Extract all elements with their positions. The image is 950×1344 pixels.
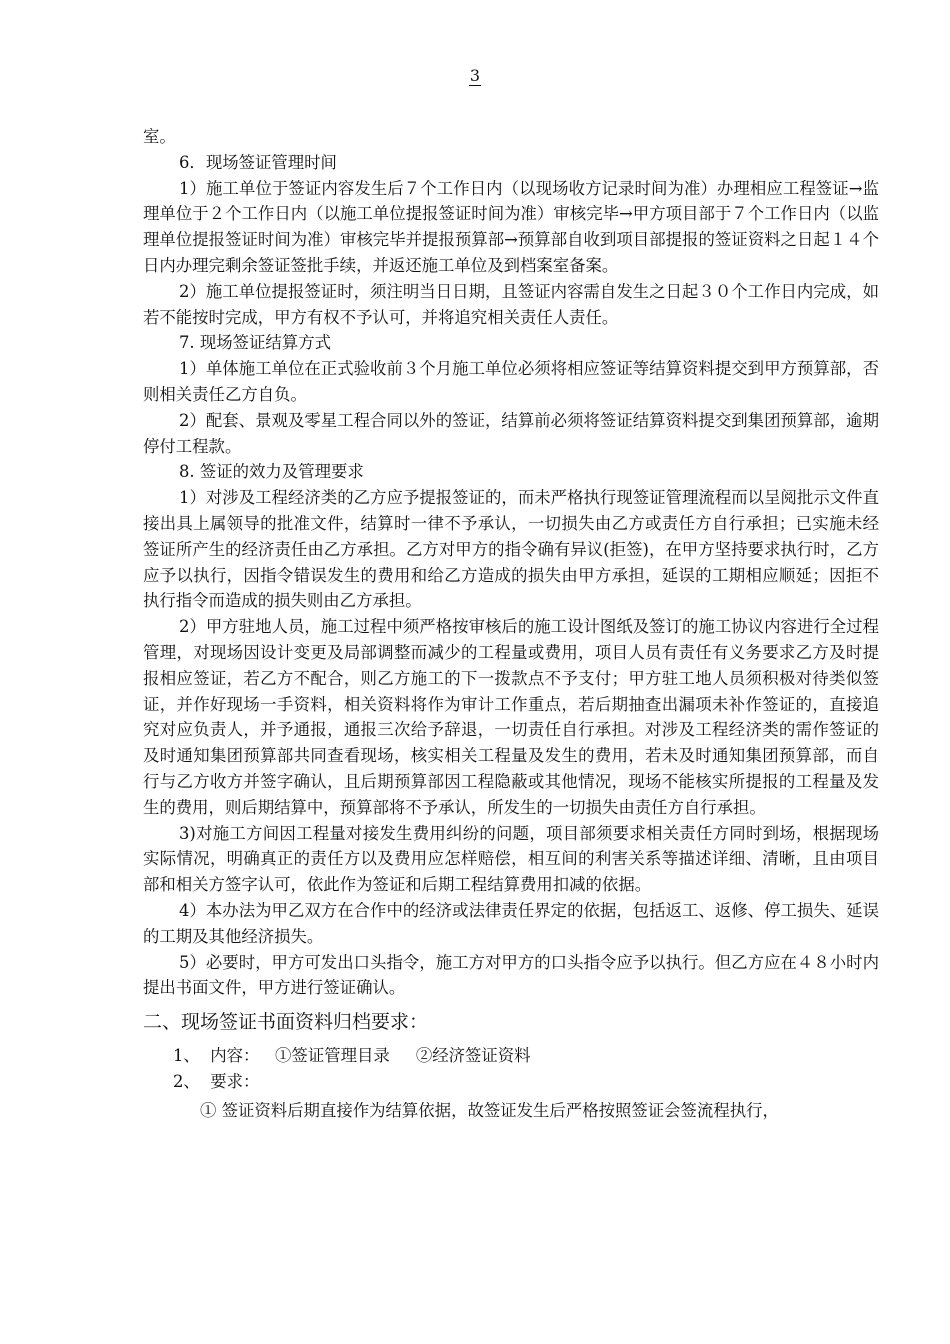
page-number-text: 3 — [469, 66, 481, 85]
section-heading-8: 8. 签证的效力及管理要求 — [179, 462, 364, 482]
paragraph: 2）甲方驻地人员，施工过程中须严格按审核后的施工设计图纸及签订的施工协议内容进行全过程管理，对现场因设计变更及局部调整而减少的工程量或费用，项目人员有责任有义务要求乙方及时提报相应签证，若乙方不配合，则乙方施工的下一拨款点不予支付；甲方驻工地人员须积极对待类似签证，并作好现场一手资料，相关资料将作为审计工作重点，若后期抽查出漏项未补作签证的，直接追究对应负责人，并予通报，通报三次给予辞退，一切责任自行承担。对涉及工程经济类的需作签证的及时通知集团预算部共同查看现场，核实相关工程量及发生的费用，若未及时通知集团预算部，而自行与乙方收方并签字确认，且后期预算部因工程隐蔽或其他情况，现场不能核实所提报的工程量及发生的费用，则后期结算中，预算部将不予承认，所发生的一切损失由责任方自行承担。 — [143, 617, 879, 817]
section-2-heading: 二、现场签证书面资料归档要求： — [143, 1011, 429, 1034]
paragraph: 4）本办法为甲乙双方在合作中的经济或法律责任界定的依据，包括返工、返修、停工损失、延误的工期及其他经济损失。 — [143, 900, 879, 946]
section-heading-6: 6．现场签证管理时间 — [179, 152, 337, 172]
list-item-requirement-1: ① 签证资料后期直接作为结算依据，故签证发生后严格按照签证会签流程执行， — [200, 1101, 779, 1121]
document-body — [143, 124, 879, 1124]
list-item-content: 1、 内容： ①签证管理目录 ②经济签证资料 — [173, 1046, 531, 1066]
paragraph: 2）施工单位提报签证时，须注明当日日期，且签证内容需自发生之日起３０个工作日内完成，如若不能按时完成，甲方有权不予认可，并将追究相关责任人责任。 — [143, 281, 879, 327]
page-number — [0, 66, 950, 86]
paragraph: 2）配套、景观及零星工程合同以外的签证，结算前必须将签证结算资料提交到集团预算部，逾期停付工程款。 — [143, 410, 879, 456]
paragraph: 1）单体施工单位在正式验收前３个月施工单位必须将相应签证等结算资料提交到甲方预算部，否则相关责任乙方自负。 — [143, 359, 879, 404]
paragraph: 3)对施工方间因工程量对接发生费用纠纷的问题，项目部须要求相关责任方同时到场，根据现场实际情况，明确真正的责任方以及费用应怎样赔偿，相互间的利害关系等描述详细、清晰，且由项目部和相关方签字认可，依此作为签证和后期工程结算费用扣减的依据。 — [143, 823, 879, 895]
section-heading-7: 7. 现场签证结算方式 — [179, 333, 331, 353]
paragraph: 5）必要时，甲方可发出口头指令，施工方对甲方的口头指令应予以执行。但乙方应在４８小时内提出书面文件，甲方进行签证确认。 — [143, 952, 879, 998]
paragraph: 1）对涉及工程经济类的乙方应予提报签证的，而未严格执行现签证管理流程而以呈阅批示文件直接出具上属领导的批准文件，结算时一律不予承认，一切损失由乙方或责任方自行承担；已实施未经签证所产生的经济责任由乙方承担。乙方对甲方的指令确有异议(拒签)，在甲方坚持要求执行时，乙方应予以执行，因指令错误发生的费用和给乙方造成的损失由甲方承担，延误的工期相应顺延；因拒不执行指令而造成的损失则由乙方承担。 — [143, 488, 879, 611]
paragraph: 1）施工单位于签证内容发生后７个工作日内（以现场收方记录时间为准）办理相应工程签证→监理单位于２个工作日内（以施工单位提报签证时间为准）审核完毕→甲方项目部于７个工作日内（以监理单位提报签证时间为准）审核完毕并提报预算部→预算部自收到项目部提报的签证资料之日起１４个日内办理完剩余签证签批手续，并返还施工单位及到档案室备案。 — [143, 178, 879, 275]
list-item-requirements: 2、 要求： — [173, 1072, 260, 1092]
paragraph: 室。 — [143, 127, 176, 146]
